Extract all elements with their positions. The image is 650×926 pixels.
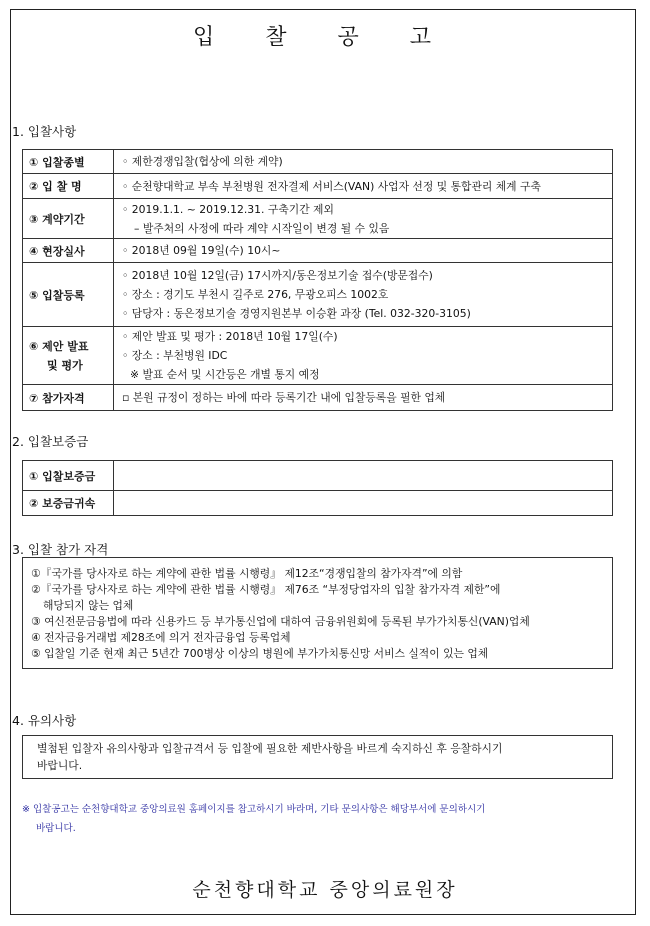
notice-line: 별첨된 입찰자 유의사항과 입찰규격서 등 입찰에 필요한 제반사항을 바르게 숙지하신 후 응찰하시기	[37, 742, 503, 755]
bid-value: – 발주처의 사정에 따라 계약 시작일이 변경 될 수 있음	[134, 221, 390, 235]
bid-row-period	[23, 199, 613, 239]
bid-label: ③ 계약기간	[23, 199, 114, 239]
bid-row-eligibility	[23, 385, 613, 411]
bid-row-site-visit	[23, 239, 613, 263]
bid-row-registration	[23, 263, 613, 327]
qualification-item: ⑤ 입찰일 기준 현재 최근 5년간 700병상 이상의 병원에 부가가치통신망 서비스 실적이 있는 업체	[31, 647, 489, 660]
bid-row-type	[23, 150, 613, 174]
bid-value: ◦ 담당자 : 동은정보기술 경영지원본부 이승환 과장 (Tel. 032-320-3105)	[122, 307, 471, 320]
bid-value: ◦ 순천향대학교 부속 부천병원 전자결제 서비스(VAN) 사업자 선정 및 통합관리 체계 구축	[122, 179, 541, 193]
bid-label	[23, 327, 114, 385]
qualification-item: ②『국가를 당사자로 하는 계약에 관한 법률 시행령』 제76조 “부정당업자의 입찰 참가자격 제한”에	[31, 583, 501, 596]
qualification-item: 해당되지 않는 업체	[43, 599, 134, 612]
notice-box	[22, 735, 613, 779]
bid-label: ⑦ 참가자격	[23, 385, 114, 411]
bid-value: ▫ 본원 규정이 정하는 바에 따라 등록기간 내에 입찰등록을 필한 업체	[122, 391, 446, 404]
bid-value: ◦ 장소 : 부천병원 IDC	[122, 349, 228, 362]
section-heading-deposit: 2. 입찰보증금	[12, 434, 89, 449]
section-heading-notes: 4. 유의사항	[12, 713, 77, 728]
footnote-line: ※ 입찰공고는 순천향대학교 중앙의료원 홈페이지를 참고하시기 바라며, 기타 문의사항은 해당부서에 문의하시기	[22, 804, 486, 815]
footnote	[22, 800, 485, 838]
qualification-item: ④ 전자금융거래법 제28조에 의거 전자금융업 등록업체	[31, 631, 291, 644]
deposit-row	[23, 491, 613, 516]
notice-line: 바랍니다.	[37, 759, 83, 772]
qualification-item: ①『국가를 당사자로 하는 계약에 관한 법률 시행령』 제12조“경쟁입찰의 참가자격”에 의함	[31, 567, 463, 580]
bid-value: ◦ 제한경쟁입찰(협상에 의한 계약)	[122, 155, 283, 168]
bid-label: ④ 현장실사	[23, 239, 114, 263]
bid-label: ⑤ 입찰등록	[23, 263, 114, 327]
bid-value: ◦ 2018년 10월 12일(금) 17시까지/동은정보기술 접수(방문접수)	[122, 269, 433, 282]
bid-value: ◦ 장소 : 경기도 부천시 길주로 276, 무광오피스 1002호	[122, 288, 389, 301]
bid-row-name	[23, 174, 613, 199]
bid-label: ① 입찰종별	[23, 150, 114, 174]
bid-info-table	[22, 149, 613, 411]
bid-label-line: 및 평가	[47, 358, 83, 372]
deposit-label: ② 보증금귀속	[23, 491, 114, 516]
signature: 순천향대학교 중앙의료원장	[192, 879, 458, 901]
deposit-table	[22, 460, 613, 516]
deposit-row	[23, 461, 613, 491]
bid-value: ◦ 2018년 09월 19일(수) 10시~	[122, 244, 281, 257]
qualifications-box	[22, 557, 613, 669]
section-heading-bid-info: 1. 입찰사항	[12, 124, 77, 139]
footnote-line: 바랍니다.	[36, 823, 76, 834]
bid-value: ※ 발표 순서 및 시간등은 개별 통지 예정	[130, 368, 320, 381]
deposit-value	[114, 491, 613, 516]
bid-row-presentation	[23, 327, 613, 385]
qualification-item: ③ 여신전문금융법에 따라 신용카드 등 부가통신업에 대하여 금융위원회에 등록된 부가가치통신(VAN)업체	[31, 615, 530, 628]
page-title: 입 찰 공 고	[193, 25, 453, 50]
bid-value: ◦ 제안 발표 및 평가 : 2018년 10월 17일(수)	[122, 330, 338, 343]
section-heading-qualifications: 3. 입찰 참가 자격	[12, 542, 109, 557]
bid-label-line: ⑥ 제안 발표	[29, 339, 89, 353]
bid-label: ② 입 찰 명	[23, 174, 114, 199]
deposit-value	[114, 461, 613, 491]
bid-value: ◦ 2019.1.1. ~ 2019.12.31. 구축기간 제외	[122, 202, 334, 216]
deposit-label: ① 입찰보증금	[23, 461, 114, 491]
